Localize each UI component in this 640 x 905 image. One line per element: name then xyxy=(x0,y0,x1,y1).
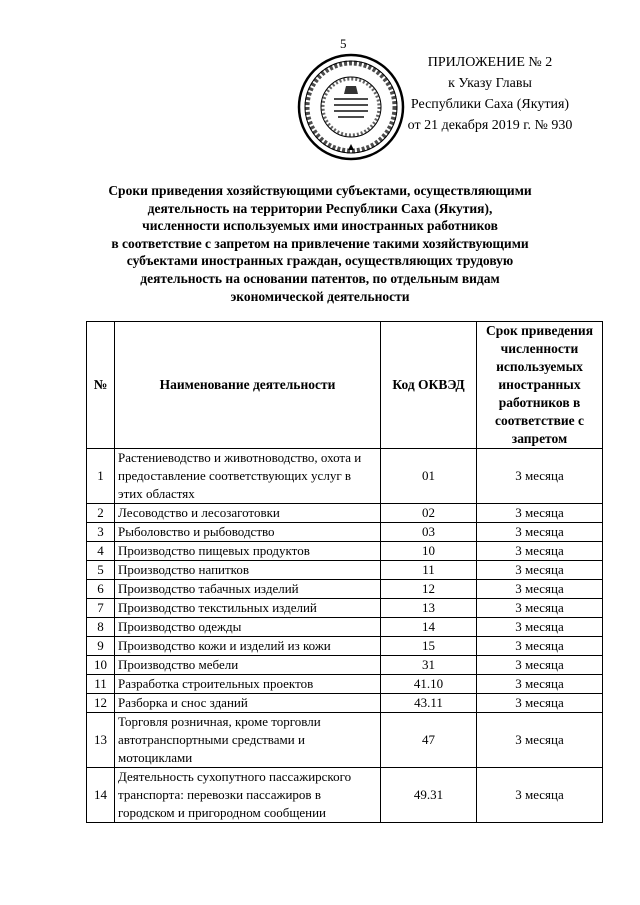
row-code-cell: 11 xyxy=(381,561,477,580)
table-row xyxy=(87,523,603,542)
table-row xyxy=(87,449,603,504)
row-number-cell: 6 xyxy=(87,580,115,599)
row-name-cell: Производство мебели xyxy=(115,656,381,675)
header-num: № xyxy=(87,322,115,449)
table-row xyxy=(87,542,603,561)
row-term-cell: 3 месяца xyxy=(477,618,603,637)
row-term-cell: 3 месяца xyxy=(477,561,603,580)
table-header-row xyxy=(87,322,603,449)
row-name-cell: Производство пищевых продуктов xyxy=(115,542,381,561)
row-name-cell: Производство табачных изделий xyxy=(115,580,381,599)
heading-line: численности используемых ими иностранных работников xyxy=(142,218,498,234)
appendix-block xyxy=(380,52,600,136)
row-number-cell: 12 xyxy=(87,694,115,713)
row-code-cell: 12 xyxy=(381,580,477,599)
table-row xyxy=(87,599,603,618)
row-code-cell: 41.10 xyxy=(381,675,477,694)
row-term-cell: 3 месяца xyxy=(477,523,603,542)
row-code-cell: 31 xyxy=(381,656,477,675)
row-term-cell: 3 месяца xyxy=(477,768,603,823)
table-row xyxy=(87,768,603,823)
row-name-cell: Разборка и снос зданий xyxy=(115,694,381,713)
row-number-cell: 3 xyxy=(87,523,115,542)
row-name-cell: Торговля розничная, кроме торговли автотранспортными средствами и мотоциклами xyxy=(115,713,381,768)
row-code-cell: 15 xyxy=(381,637,477,656)
table-row xyxy=(87,637,603,656)
row-term-cell: 3 месяца xyxy=(477,580,603,599)
row-term-cell: 3 месяца xyxy=(477,504,603,523)
row-term-cell: 3 месяца xyxy=(477,656,603,675)
row-name-cell: Производство кожи и изделий из кожи xyxy=(115,637,381,656)
appendix-line-republic: Республики Саха (Якутия) xyxy=(410,97,570,112)
appendix-title: ПРИЛОЖЕНИЕ № 2 xyxy=(427,55,553,70)
heading-line: деятельность на основании патентов, по отдельным видам xyxy=(140,270,500,286)
table-body xyxy=(87,449,603,823)
row-number-cell: 10 xyxy=(87,656,115,675)
row-term-cell: 3 месяца xyxy=(477,542,603,561)
table-row xyxy=(87,694,603,713)
row-code-cell: 43.11 xyxy=(381,694,477,713)
row-term-cell: 3 месяца xyxy=(477,637,603,656)
header-code: Код ОКВЭД xyxy=(381,322,477,449)
row-code-cell: 03 xyxy=(381,523,477,542)
row-code-cell: 49.31 xyxy=(381,768,477,823)
table-row xyxy=(87,675,603,694)
row-name-cell: Лесоводство и лесозаготовки xyxy=(115,504,381,523)
table-row xyxy=(87,580,603,599)
heading-line: субъектами иностранных граждан, осуществляющих трудовую xyxy=(126,253,514,269)
table-row xyxy=(87,618,603,637)
heading-line: деятельность на территории Республики Саха (Якутия), xyxy=(147,200,493,216)
table-row xyxy=(87,713,603,768)
table-row xyxy=(87,656,603,675)
row-number-cell: 8 xyxy=(87,618,115,637)
row-code-cell: 47 xyxy=(381,713,477,768)
row-name-cell: Деятельность сухопутного пассажирского транспорта: перевозки пассажиров в городском и пригородном сообщении xyxy=(115,768,381,823)
row-term-cell: 3 месяца xyxy=(477,694,603,713)
row-code-cell: 13 xyxy=(381,599,477,618)
row-code-cell: 10 xyxy=(381,542,477,561)
row-number-cell: 5 xyxy=(87,561,115,580)
heading-line: Сроки приведения хозяйствующими субъектами, осуществляющими xyxy=(108,183,532,198)
heading-line: экономической деятельности xyxy=(230,288,410,304)
row-name-cell: Разработка строительных проектов xyxy=(115,675,381,694)
row-name-cell: Производство текстильных изделий xyxy=(115,599,381,618)
row-term-cell: 3 месяца xyxy=(477,675,603,694)
row-name-cell: Растениеводство и животноводство, охота и предоставление соответствующих услуг в этих областях xyxy=(115,449,381,504)
appendix-line-decree: к Указу Главы xyxy=(448,76,532,91)
row-number-cell: 9 xyxy=(87,637,115,656)
row-number-cell: 11 xyxy=(87,675,115,694)
row-name-cell: Производство напитков xyxy=(115,561,381,580)
activities-table xyxy=(86,321,603,823)
heading-line: в соответствие с запретом на привлечение такими хозяйствующими xyxy=(111,235,529,251)
row-code-cell: 02 xyxy=(381,504,477,523)
row-number-cell: 1 xyxy=(87,449,115,504)
row-name-cell: Рыболовство и рыбоводство xyxy=(115,523,381,542)
row-code-cell: 14 xyxy=(381,618,477,637)
document-heading xyxy=(90,182,550,305)
table-row xyxy=(87,504,603,523)
header-term: Срок приведения численности используемых иностранных работников в соответствие с запретом xyxy=(477,322,603,449)
row-number-cell: 2 xyxy=(87,504,115,523)
appendix-line-date: от 21 декабря 2019 г. № 930 xyxy=(407,118,573,133)
row-number-cell: 4 xyxy=(87,542,115,561)
row-term-cell: 3 месяца xyxy=(477,713,603,768)
header-name: Наименование деятельности xyxy=(115,322,381,449)
row-code-cell: 01 xyxy=(381,449,477,504)
row-number-cell: 13 xyxy=(87,713,115,768)
page-number: 5 xyxy=(340,36,347,51)
row-term-cell: 3 месяца xyxy=(477,599,603,618)
row-number-cell: 14 xyxy=(87,768,115,823)
table-row xyxy=(87,561,603,580)
row-number-cell: 7 xyxy=(87,599,115,618)
row-term-cell: 3 месяца xyxy=(477,449,603,504)
row-name-cell: Производство одежды xyxy=(115,618,381,637)
